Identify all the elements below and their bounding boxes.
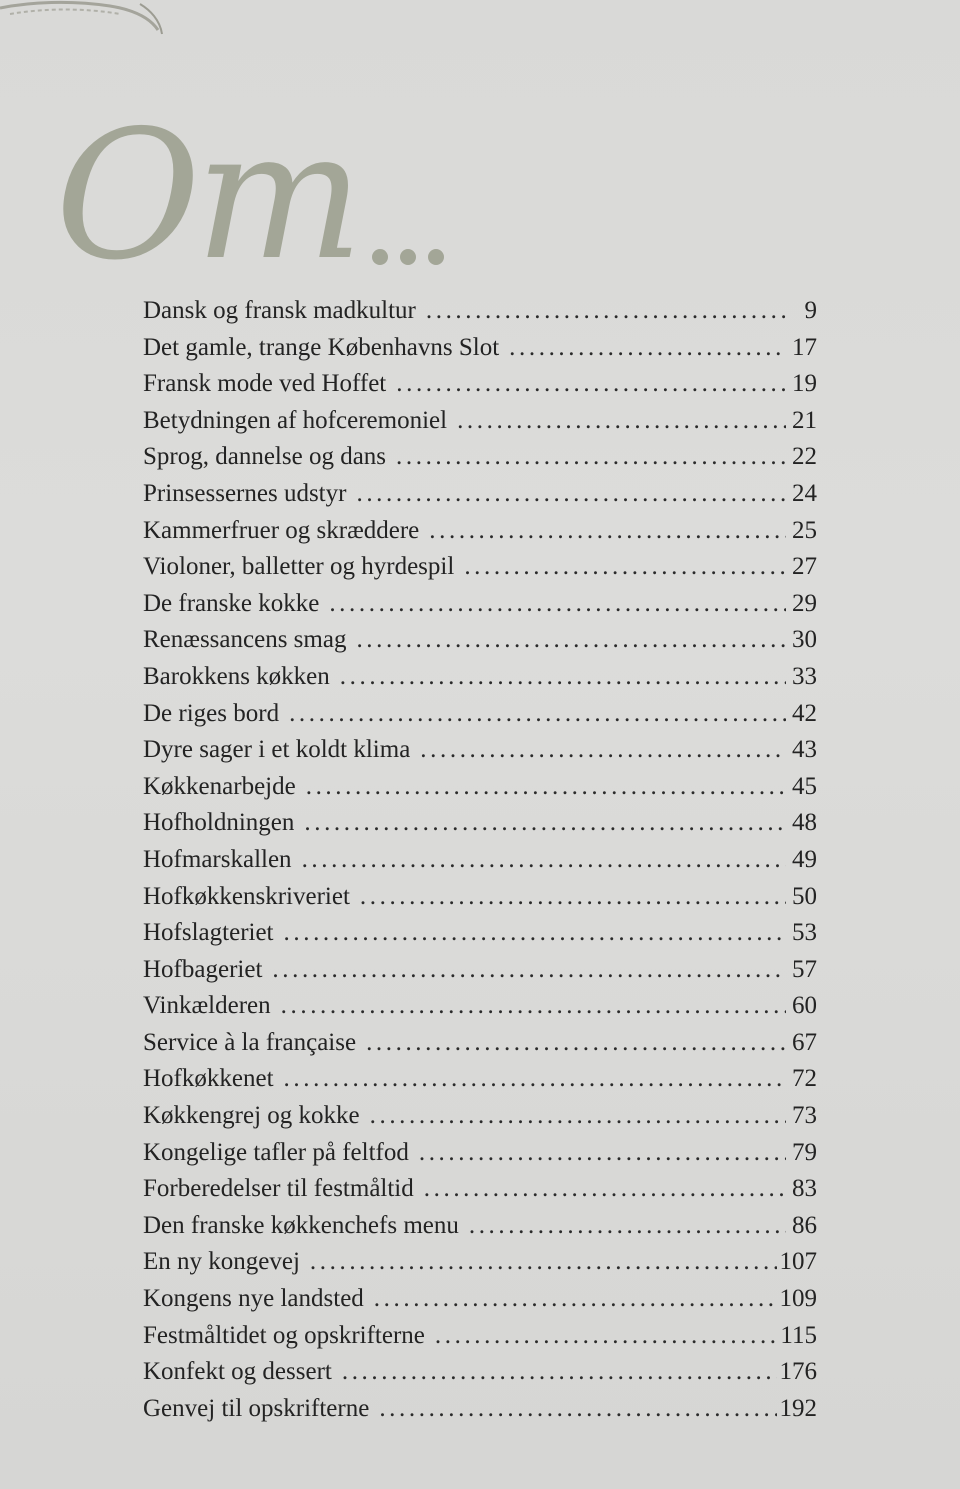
toc-entry <box>143 1029 817 1066</box>
dot-leader <box>374 1285 777 1313</box>
toc-entry-page: 192 <box>779 1394 817 1422</box>
toc-entry-page: 43 <box>792 736 817 764</box>
dot-leader <box>302 846 786 874</box>
toc-entry <box>143 1139 817 1176</box>
dot-leader <box>272 956 786 984</box>
toc-heading <box>55 75 444 299</box>
toc-entry-title: Kongens nye landsted <box>143 1285 364 1313</box>
toc-entry <box>143 1212 817 1249</box>
dot-leader <box>289 700 786 728</box>
toc-entry <box>143 590 817 627</box>
toc-entry-page: 17 <box>792 333 817 361</box>
toc-entry-page: 30 <box>792 626 817 654</box>
toc-entry <box>143 1395 817 1432</box>
dot-leader <box>435 1322 778 1350</box>
toc-entry <box>143 846 817 883</box>
toc-entry-page: 29 <box>792 589 817 617</box>
dot-leader <box>424 1175 786 1203</box>
toc-entry-page: 53 <box>792 919 817 947</box>
toc-entry-page: 9 <box>804 297 817 324</box>
toc-entry <box>143 992 817 1029</box>
toc-entry-title: Service à la française <box>143 1028 357 1056</box>
toc-entry-title: Hofkøkkenet <box>143 1065 274 1093</box>
toc-entry-page: 67 <box>792 1028 817 1056</box>
ellipsis-dot <box>428 249 444 265</box>
toc-entry-page: 21 <box>792 406 817 434</box>
heading-ellipsis <box>372 249 444 265</box>
toc-entry-page: 25 <box>792 516 817 544</box>
toc-entry <box>143 334 817 371</box>
toc-entry-page: 45 <box>792 772 817 800</box>
toc-entry-title: En ny kongevej <box>143 1248 300 1276</box>
toc-entry-title: Dyre sager i et koldt klima <box>143 736 411 764</box>
toc-entry-title: Hofkøkkenskriveriet <box>143 882 350 910</box>
toc-entry-page: 176 <box>779 1358 817 1386</box>
ellipsis-dot <box>372 249 388 265</box>
dot-leader <box>420 736 786 764</box>
dot-leader <box>281 992 786 1020</box>
dot-leader <box>379 1395 776 1423</box>
dot-leader <box>356 626 786 654</box>
toc-entry <box>143 407 817 444</box>
toc-entry-title: Hofslagteriet <box>143 919 274 947</box>
toc-entry-page: 33 <box>792 662 817 690</box>
dot-leader <box>396 443 786 471</box>
toc-entry-title: Vinkælderen <box>143 992 271 1020</box>
toc-entry-title: Violoner, balletter og hyrdespil <box>143 553 455 581</box>
toc-entry-title: Dansk og fransk madkultur <box>143 297 416 324</box>
toc-entry <box>143 700 817 737</box>
dot-leader <box>396 370 786 398</box>
toc-entry-page: 48 <box>792 809 817 837</box>
toc-entry-title: Det gamle, trange Københavns Slot <box>143 333 500 361</box>
toc-entry-title: Forberedelser til festmåltid <box>143 1175 414 1203</box>
toc-entry <box>143 1248 817 1285</box>
dot-leader <box>304 809 786 837</box>
dot-leader <box>329 590 786 618</box>
dot-leader <box>356 480 786 508</box>
dot-leader <box>464 553 786 581</box>
dot-leader <box>284 919 786 947</box>
toc-entry-page: 115 <box>780 1321 817 1349</box>
toc-entry <box>143 1175 817 1212</box>
toc-entry-title: Køkkenarbejde <box>143 772 296 800</box>
toc-entry-page: 42 <box>792 699 817 727</box>
toc-entry-title: Genvej til opskrifterne <box>143 1394 370 1422</box>
toc-entry-title: De franske kokke <box>143 589 320 617</box>
toc-entry <box>143 773 817 810</box>
table-of-contents <box>143 297 817 1431</box>
toc-entry-page: 79 <box>792 1138 817 1166</box>
toc-entry <box>143 1285 817 1322</box>
toc-entry <box>143 883 817 920</box>
toc-entry-title: Køkkengrej og kokke <box>143 1102 360 1130</box>
toc-entry-page: 57 <box>792 955 817 983</box>
dot-leader <box>340 663 786 691</box>
toc-entry-page: 24 <box>792 479 817 507</box>
toc-entry-title: Hofmarskallen <box>143 845 292 873</box>
toc-entry-page: 49 <box>792 845 817 873</box>
dot-leader <box>509 334 786 362</box>
dot-leader <box>426 297 786 325</box>
toc-entry-page: 86 <box>792 1211 817 1239</box>
toc-entry-title: Konfekt og dessert <box>143 1358 332 1386</box>
toc-entry-title: Kammerfruer og skræddere <box>143 516 420 544</box>
toc-entry <box>143 736 817 773</box>
toc-entry-page: 72 <box>792 1065 817 1093</box>
toc-entry-page: 60 <box>792 992 817 1020</box>
toc-entry-title: Hofholdningen <box>143 809 295 837</box>
dot-leader <box>366 1029 786 1057</box>
toc-entry-title: Prinsessernes udstyr <box>143 479 347 507</box>
toc-entry-page: 27 <box>792 553 817 581</box>
toc-entry-page: 107 <box>779 1248 817 1276</box>
toc-entry <box>143 956 817 993</box>
dot-leader <box>310 1248 777 1276</box>
toc-entry-title: Barokkens køkken <box>143 662 330 690</box>
corner-ornament <box>0 0 170 40</box>
dot-leader <box>342 1358 777 1386</box>
toc-entry-page: 50 <box>792 882 817 910</box>
toc-entry <box>143 443 817 480</box>
toc-entry-page: 19 <box>792 370 817 398</box>
toc-entry <box>143 553 817 590</box>
toc-entry-title: Sprog, dannelse og dans <box>143 443 387 471</box>
dot-leader <box>284 1065 786 1093</box>
toc-entry <box>143 480 817 517</box>
dot-leader <box>419 1139 786 1167</box>
toc-entry-title: Festmåltidet og opskrifterne <box>143 1321 425 1349</box>
toc-entry <box>143 1322 817 1359</box>
toc-entry <box>143 370 817 407</box>
toc-entry <box>143 1102 817 1139</box>
toc-entry <box>143 297 817 334</box>
dot-leader <box>457 407 786 435</box>
toc-entry <box>143 1358 817 1395</box>
dot-leader <box>429 517 786 545</box>
toc-entry <box>143 1065 817 1102</box>
toc-entry-title: Fransk mode ved Hoffet <box>143 370 387 398</box>
toc-entry-title: Den franske køkkenchefs menu <box>143 1211 459 1239</box>
toc-entry-page: 73 <box>792 1102 817 1130</box>
dot-leader <box>306 773 786 801</box>
toc-entry <box>143 626 817 663</box>
toc-entry <box>143 919 817 956</box>
toc-entry-title: Betydningen af hofceremoniel <box>143 406 448 434</box>
toc-entry-title: Kongelige tafler på feltfod <box>143 1138 409 1166</box>
toc-entry <box>143 517 817 554</box>
toc-entry-title: Hofbageriet <box>143 955 263 983</box>
toc-entry-title: De riges bord <box>143 699 280 727</box>
dot-leader <box>360 883 786 911</box>
heading-word: Om <box>55 92 358 299</box>
dot-leader <box>469 1212 786 1240</box>
toc-entry-title: Renæssancens smag <box>143 626 347 654</box>
toc-entry-page: 109 <box>779 1285 817 1313</box>
toc-entry-page: 22 <box>792 443 817 471</box>
dot-leader <box>370 1102 786 1130</box>
toc-entry <box>143 663 817 700</box>
toc-entry-page: 83 <box>792 1175 817 1203</box>
ellipsis-dot <box>400 249 416 265</box>
toc-entry <box>143 809 817 846</box>
